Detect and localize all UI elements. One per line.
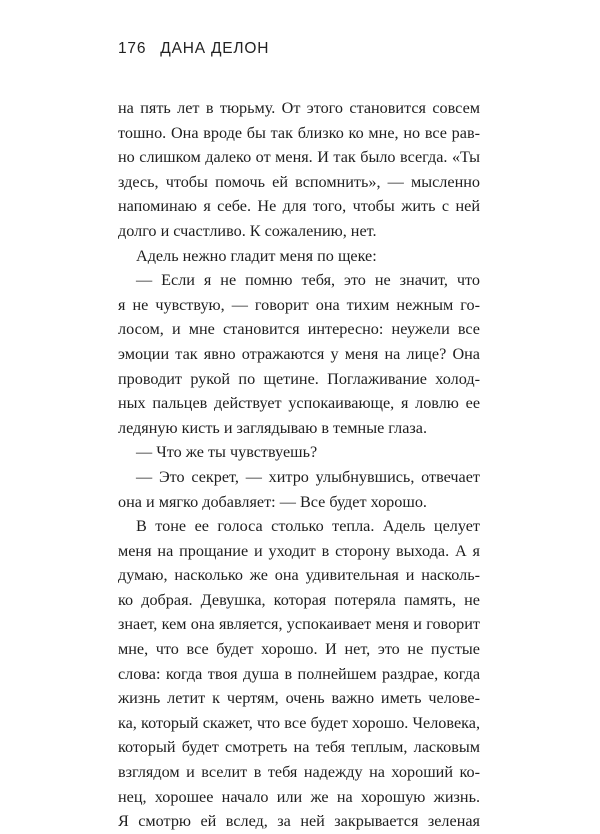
text-line: эмоции так явно отражаются у меня на лице? Она	[118, 344, 480, 363]
page-number: 176	[118, 40, 147, 57]
author-name: ДАНА ДЕЛОН	[160, 40, 270, 57]
text-line: тошно. Она вроде бы так близко ко мне, но все рав-	[118, 123, 480, 142]
text-line: — Если я не помню тебя, это не значит, что	[136, 271, 480, 290]
text-line: Адель нежно гладит меня по щеке:	[136, 246, 377, 265]
text-line: ледяную кисть и заглядываю в темные глаза.	[118, 418, 428, 437]
text-line: слова: когда твоя душа в полнейшем раздрае, когда	[118, 664, 480, 683]
text-line: ко добрая. Девушка, которая потеряла память, не	[118, 590, 480, 609]
text-line: ка, который скажет, что все будет хорошо. Человека,	[118, 713, 480, 732]
text-line: на пять лет в тюрьму. От этого становится совсем	[118, 99, 480, 117]
text-line: проводит рукой по щетине. Поглаживание холод-	[118, 369, 480, 388]
text-line: нец, хорошее начало или же на хорошую жизнь.	[118, 787, 480, 806]
text-line: лосом, и мне становится интересно: неужели все	[118, 320, 480, 339]
text-line: ных пальцев действует успокаивающе, я ловлю ее	[118, 394, 480, 413]
text-line: В тоне ее голоса столько тепла. Адель целует	[136, 517, 480, 536]
text-line: но слишком далеко от меня. И так было всегда. «Ты	[118, 148, 480, 167]
text-line: долго и счастливо. К сожалению, нет.	[118, 221, 377, 240]
body-text	[118, 96, 480, 834]
text-line: знает, кем она является, успокаивает меня и говорит	[118, 615, 480, 634]
text-line: здесь, чтобы помочь ей вспомнить», — мысленно	[118, 172, 480, 191]
text-line: который будет смотреть на тебя теплым, ласковым	[118, 738, 480, 757]
running-head	[118, 40, 269, 58]
text-line: я не чувствую, — говорит она тихим нежным го-	[118, 295, 480, 314]
text-line: — Что же ты чувствуешь?	[136, 443, 318, 462]
text-line: она и мягко добавляет: — Все будет хорошо.	[118, 492, 427, 511]
text-line: — Это секрет, — хитро улыбнувшись, отвечает	[136, 467, 480, 486]
text-line: взглядом и вселит в тебя надежду на хороший ко-	[118, 763, 480, 782]
text-line: Я смотрю ей вслед, за ней закрывается зеленая	[118, 812, 480, 831]
text-line: жизнь летит к чертям, очень важно иметь челове-	[118, 689, 480, 708]
text-line: думаю, насколько же она удивительная и насколь-	[118, 566, 480, 585]
text-line: мне, что все будет хорошо. И нет, это не пустые	[118, 640, 480, 659]
text-line: напоминаю я себе. Не для того, чтобы жить с ней	[118, 197, 480, 216]
text-line: меня на прощание и уходит в сторону выхода. А я	[118, 541, 480, 560]
